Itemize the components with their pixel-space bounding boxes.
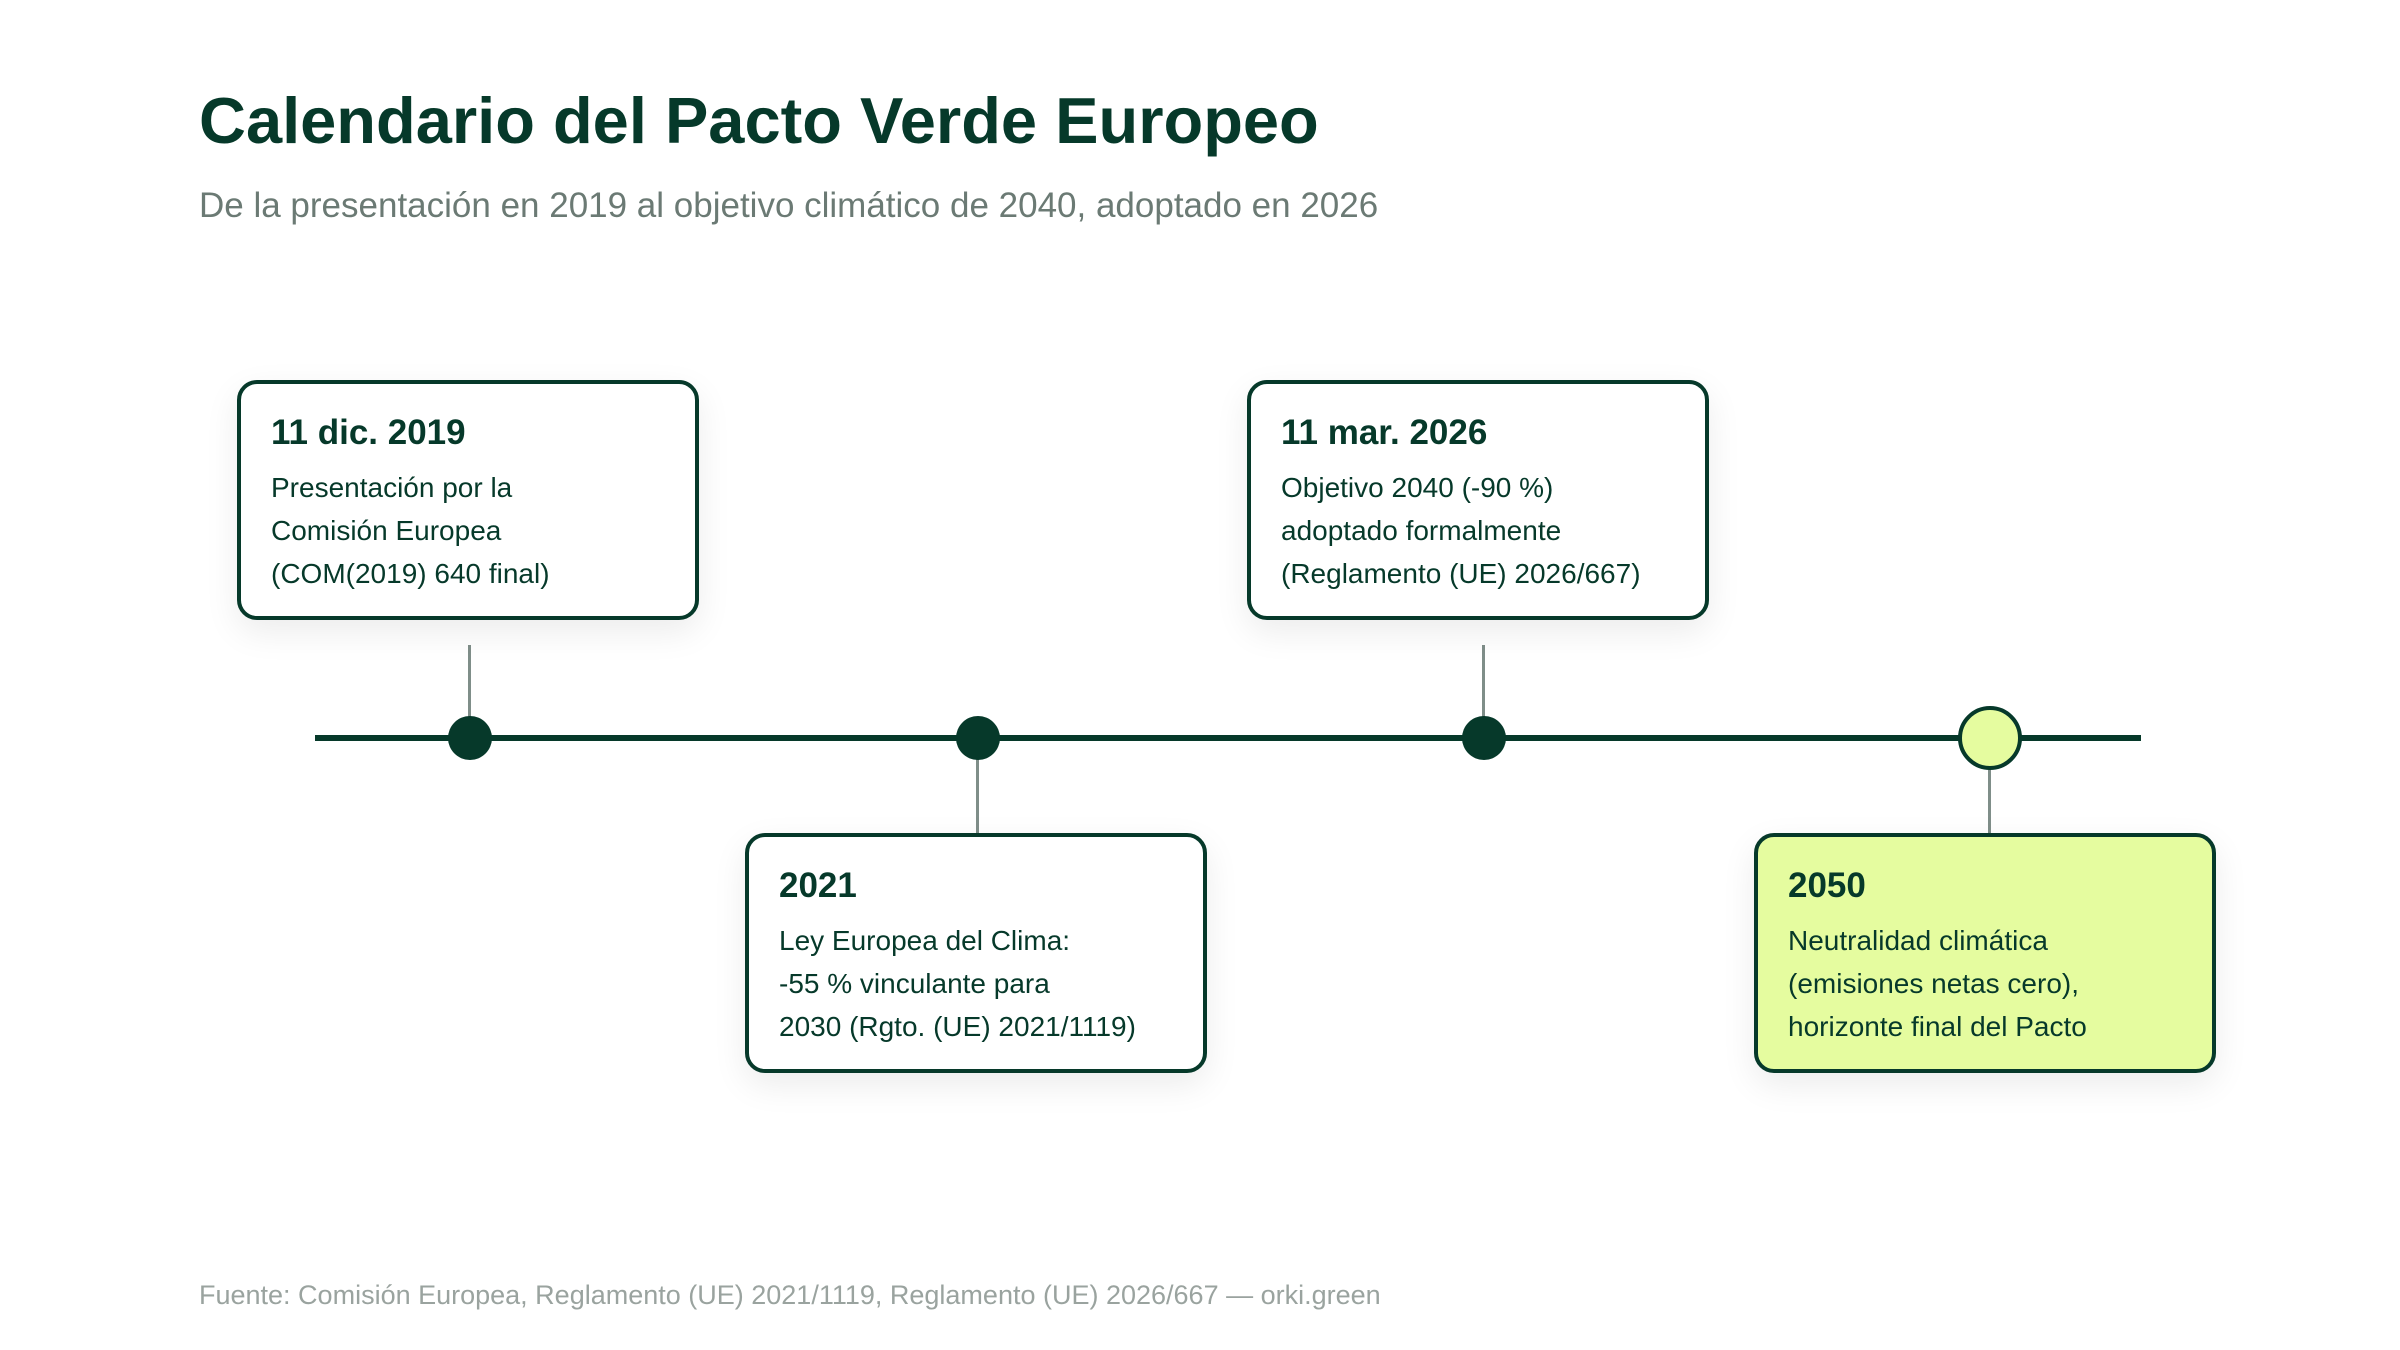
milestone-text-line: (emisiones netas cero), — [1788, 968, 2080, 999]
milestone-text-line: Comisión Europea — [271, 515, 502, 546]
milestone-card-2050 — [1754, 833, 2216, 1073]
milestone-text-line: Ley Europea del Clima: — [779, 925, 1071, 956]
milestone-date: 11 mar. 2026 — [1281, 413, 1488, 452]
milestone-text-line: adoptado formalmente — [1281, 515, 1562, 546]
milestone-text-line: 2030 (Rgto. (UE) 2021/1119) — [779, 1011, 1136, 1042]
page-subtitle: De la presentación en 2019 al objetivo climático de 2040, adoptado en 2026 — [199, 186, 1379, 225]
milestone-card-2026 — [1247, 380, 1709, 620]
milestone-marker-2026 — [1462, 716, 1506, 760]
milestone-text-line: Objetivo 2040 (-90 %) — [1281, 472, 1554, 503]
milestone-marker-2021 — [956, 716, 1000, 760]
source-note: Fuente: Comisión Europea, Reglamento (UE) 2021/1119, Reglamento (UE) 2026/667 — orki.green — [199, 1280, 1381, 1310]
milestone-connector-2050 — [1988, 760, 1991, 838]
milestone-text-line: Neutralidad climática — [1788, 925, 2048, 956]
milestone-marker-2019 — [448, 716, 492, 760]
milestone-date: 2021 — [779, 866, 857, 905]
milestone-text-line: horizonte final del Pacto — [1788, 1011, 2087, 1042]
milestone-date: 2050 — [1788, 866, 1866, 905]
milestone-marker-2050 — [1958, 706, 2022, 770]
milestone-date: 11 dic. 2019 — [271, 413, 466, 452]
page-title: Calendario del Pacto Verde Europeo — [199, 84, 1319, 157]
timeline-axis — [315, 735, 2141, 741]
milestone-text-line: (COM(2019) 640 final) — [271, 558, 550, 589]
milestone-text-line: -55 % vinculante para — [779, 968, 1050, 999]
milestone-text-line: (Reglamento (UE) 2026/667) — [1281, 558, 1641, 589]
milestone-text-line: Presentación por la — [271, 472, 513, 503]
milestone-card-2019 — [237, 380, 699, 620]
milestone-card-2021 — [745, 833, 1207, 1073]
